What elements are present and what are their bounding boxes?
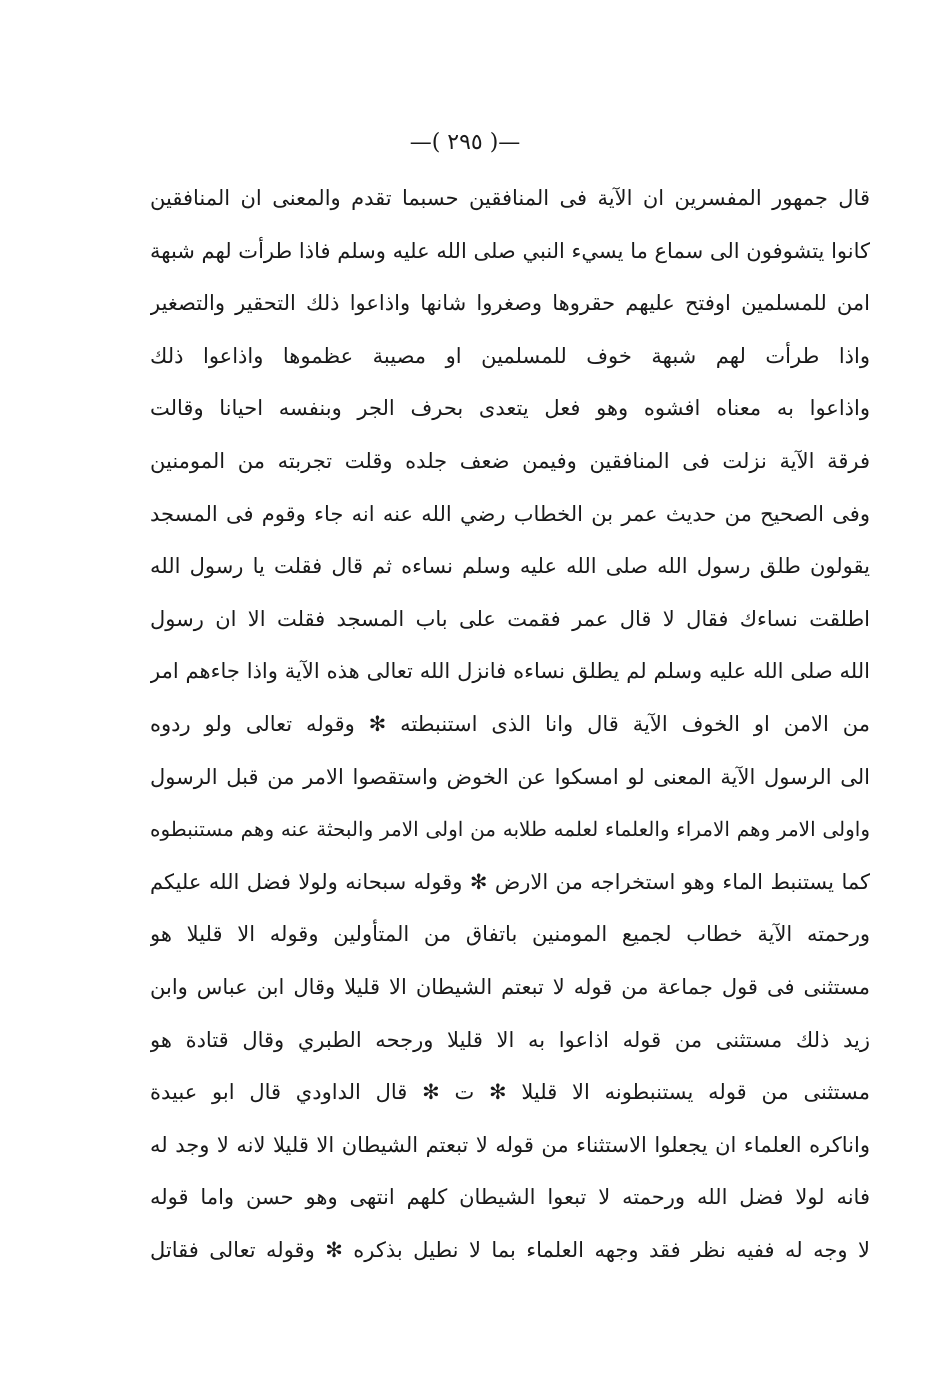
- body-text: [150, 172, 870, 1276]
- text-line: واناكره العلماء ان يجعلوا الاستثناء من قوله لا تبعتم الشيطان الا قليلا لانه لا وجد له: [150, 1132, 870, 1157]
- text-line: قال جمهور المفسرين ان الآية فى المنافقين حسبما تقدم والمعنى ان المنافقين: [150, 186, 870, 210]
- text-line: واذا طرأت لهم شبهة خوف للمسلمين او مصيبة عظموها واذاعوا ذلك: [150, 343, 870, 368]
- text-line: من الامن او الخوف الآية قال وانا الذى استنبطته ✻ وقوله تعالى ولو ردوه: [150, 711, 870, 736]
- text-line: واذاعوا به معناه افشوه وهو فعل يتعدى بحرف الجر وبنفسه احيانا وقالت: [150, 396, 870, 421]
- text-line: لا وجه له ففيه نظر فقد وجهه العلماء بما لا نطيل بذكره ✻ وقوله تعالى فقاتل: [150, 1237, 870, 1262]
- text-line: ورحمته الآية خطاب لجميع المومنين باتفاق من المتأولين وقوله الا قليلا هو: [150, 922, 870, 947]
- text-line: مستثنى فى قول جماعة من قوله لا تبعتم الشيطان الا قليلا وقال ابن عباس وابن: [150, 974, 870, 999]
- text-line: زيد ذلك مستثنى من قوله اذاعوا به الا قليلا ورجحه الطبري وقال قتادة هو: [150, 1027, 870, 1052]
- text-line: الى الرسول الآية المعنى لو امسكوا عن الخوض واستقصوا الامر من قبل الرسول: [150, 764, 870, 789]
- text-line: اطلقت نساءك فقال لا قال عمر فقمت على باب المسجد فقلت الا ان رسول: [150, 606, 870, 631]
- text-line: وفى الصحيح من حديث عمر بن الخطاب رضي الله عنه انه جاء وقوم فى المسجد: [150, 501, 870, 526]
- page-number: —( ٢٩٥ )—: [409, 130, 521, 155]
- text-line: يقولون طلق رسول الله صلى الله عليه وسلم نساءه ثم قال فقلت يا رسول الله: [150, 554, 870, 579]
- text-line: الله صلى الله عليه وسلم لم يطلق نساءه فانزل الله تعالى هذه الآية واذا جاءهم امر: [150, 659, 870, 684]
- text-line: كما يستنبط الماء وهو استخراجه من الارض ✻ وقوله سبحانه ولولا فضل الله عليكم: [150, 869, 870, 894]
- text-line: فرقة الآية نزلت فى المنافقين وفيمن ضعف جلده وقلت تجربته من المومنين: [150, 448, 870, 473]
- text-line: كانوا يتشوفون الى سماع ما يسيء النبي صلى الله عليه وسلم فاذا طرأت لهم شبهة: [150, 238, 870, 263]
- text-line: واولى الامر وهم الامراء والعلماء لعلمه طلابه من اولى الامر والبحثة عنه وهم مستنبطوه: [150, 817, 870, 842]
- text-line: فانه لولا فضل الله ورحمته لا تبعوا الشيطان كلهم انتهى وهو حسن واما قوله: [150, 1185, 870, 1210]
- text-line: مستثنى من قوله يستنبطونه الا قليلا ✻ ت ✻ قال الداودي قال ابو عبيدة: [150, 1080, 870, 1105]
- text-line: امن للمسلمين اوفتح عليهم حقروها وصغروا شانها واذاعوا ذلك التحقير والتصغير: [150, 291, 870, 316]
